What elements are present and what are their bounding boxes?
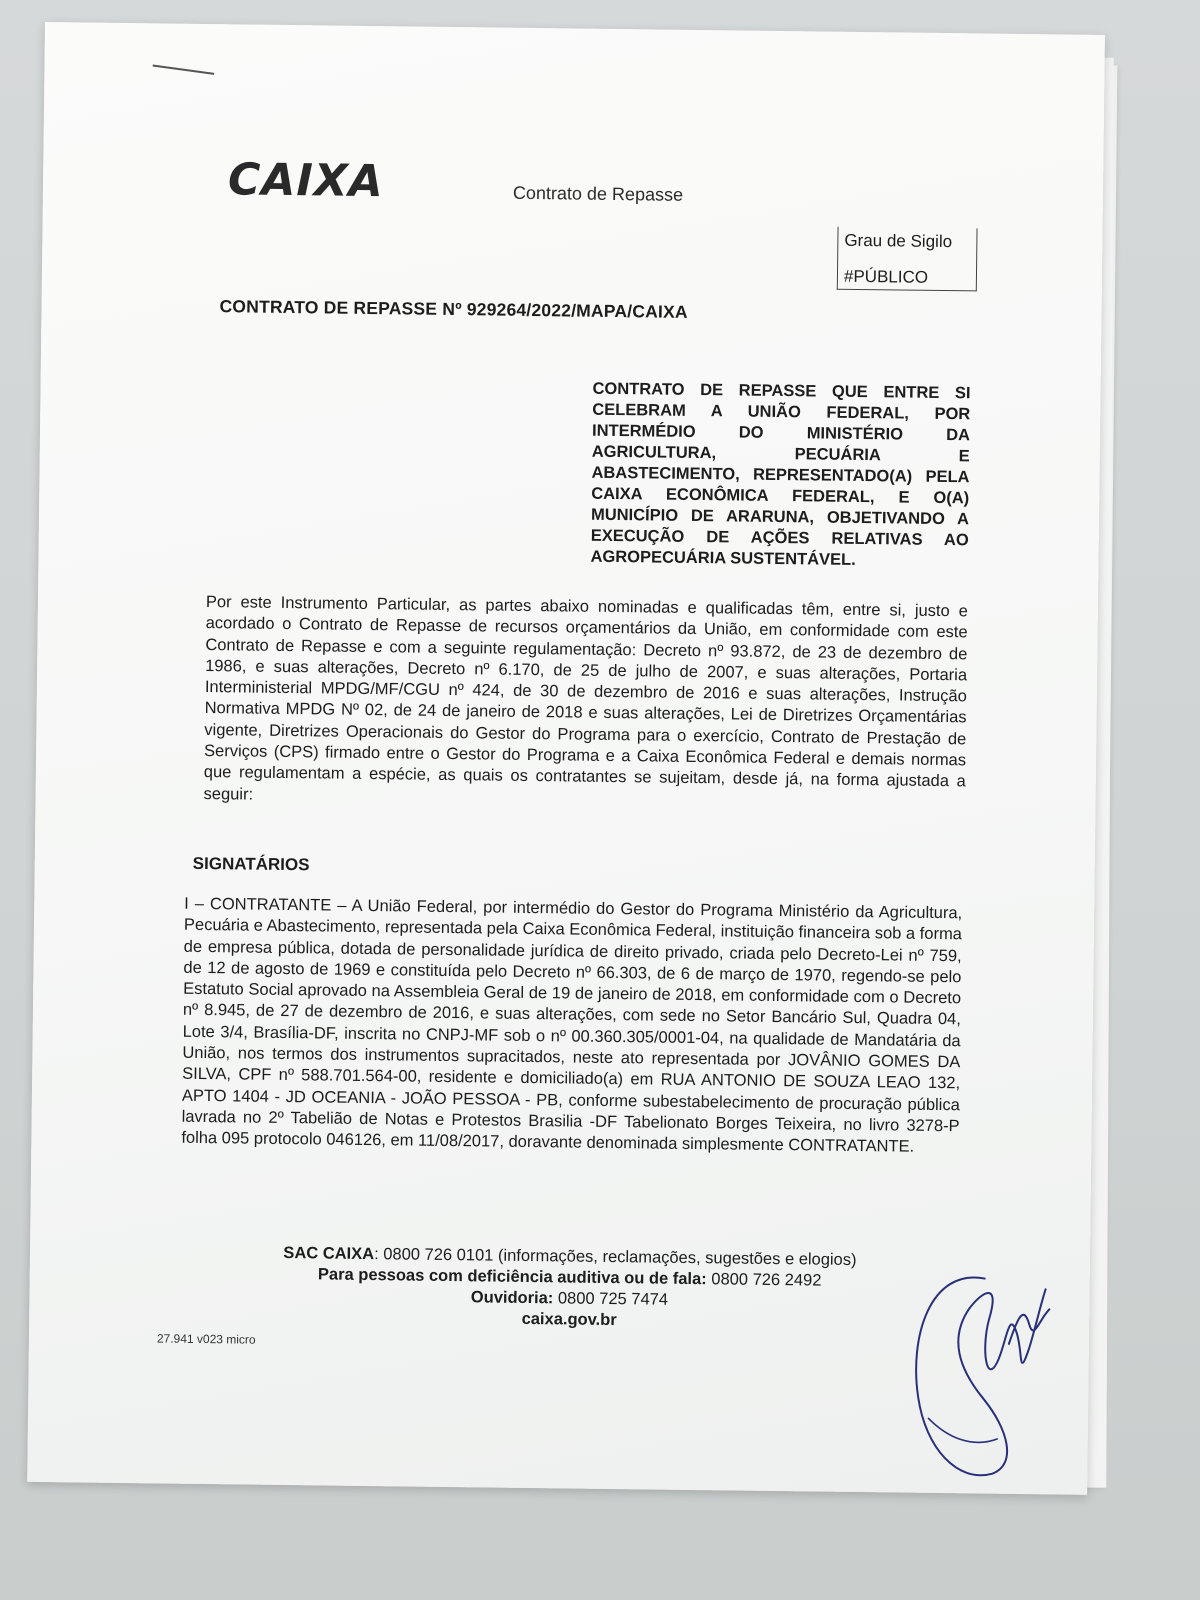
- confidentiality-value: #PÚBLICO: [843, 266, 929, 287]
- ombudsman-text: 0800 725 7474: [553, 1289, 669, 1309]
- contratante-paragraph: I – CONTRATANTE – A União Federal, por intermédio do Gestor do Programa Ministério da Agricultura, Pecuária e Abastecimento, representada pela Caixa Econômica Federal, instituição financeira sob a forma de empresa pública, dotada de personalidade jurídica de direito privado, criada pelo Decreto-Lei nº 759, de 12 de agosto de 1969 e constituída pelo Decreto nº 66.303, de 6 de março de 1970, regendo-se pelo Estatuto Social aprovado na Assembleia Geral de 19 de janeiro de 2018, em conformidade com o Decreto nº 8.945, de 27 de dezembro de 2016, e suas alterações, com sede no Setor Bancário Sul, Quadra 04, Lote 3/4, Brasília-DF, inscrita no CNPJ-MF sob o nº 00.360.305/0001-04, na qualidade de Mandatária da União, nos termos dos instrumentos supracitados, neste ato representada por JOVÂNIO GOMES DA SILVA, CPF nº 588.701.564-00, residente e domiciliado(a) em RUA ANTONIO DE SOUZA LEAO 132, APTO 1404 - JD OCEANIA - JOÃO PESSOA - PB, conforme subestabelecimento de procuração pública lavrada no 2º Tabelião de Notas e Protestos Brasilia -DF Tabelionato Borges Teixeira, no livro 3278-P folha 095 protocolo 046126, em 11/08/2017, doravante denominada simplesmente CONTRATANTE.: [181, 894, 963, 1156]
- intro-paragraph: Por este Instrumento Particular, as partes abaixo nominadas e qualificadas têm, entre si, justo e acordado o Contrato de Repasse de recursos orçamentários da União, em conformidade com este Contrato de Repasse e com a seguinte regulamentação: Decreto nº 93.872, de 23 de dezembro de 1986, e suas alterações, Decreto nº 6.170, de 25 de julho de 2007, e suas alterações, Portaria Interministerial MPDG/MF/CGU nº 424, de 30 de dezembro de 2016 e suas alterações, Instrução Normativa MPDG Nº 02, de 24 de janeiro de 2018 e suas alterações, Lei de Diretrizes Orçamentárias vigente, Diretrizes Operacionais do Gestor do Programa para o exercício, Contrato de Prestação de Serviços (CPS) firmado entre o Gestor do Programa e a Caixa Econômica Federal e demais normas que regulamentam a espécie, as quais os contratantes se sujeitam, desde já, na forma ajustada a seguir:: [203, 593, 968, 804]
- document-page: [27, 22, 1105, 1495]
- deaf-label: Para pessoas com deficiência auditiva ou de fala:: [317, 1265, 707, 1289]
- sac-text: : 0800 726 0101 (informações, reclamações, sugestões e elogios): [374, 1245, 857, 1270]
- sac-label: SAC CAIXA: [283, 1244, 375, 1264]
- section-heading: SIGNATÁRIOS: [192, 853, 310, 875]
- caixa-logo: CAIXA: [227, 154, 385, 208]
- handwritten-signature: [887, 1247, 1060, 1499]
- ombudsman-label: Ouvidoria:: [470, 1288, 554, 1308]
- contract-number: CONTRATO DE REPASSE Nº 929264/2022/MAPA/CAIXA: [219, 296, 688, 322]
- confidentiality-label: Grau de Sigilo: [844, 230, 953, 252]
- document-type: Contrato de Repasse: [512, 182, 684, 205]
- staple-mark: [153, 65, 215, 75]
- deaf-text: 0800 726 2492: [706, 1270, 822, 1290]
- confidentiality-box: [837, 227, 978, 292]
- form-code: 27.941 v023 micro: [156, 1331, 256, 1347]
- website-link: caixa.gov.br: [521, 1309, 617, 1330]
- contract-summary: CONTRATO DE REPASSE QUE ENTRE SI CELEBRAM A UNIÃO FEDERAL, POR INTERMÉDIO DO MINISTÉRIO DA AGRICULTURA, PECUÁRIA E ABASTECIMENTO, REPRESENTADO(A) PELA CAIXA ECONÔMICA FEDERAL, E O(A) MUNICÍPIO DE ARARUNA, OBJETIVANDO A EXECUÇÃO DE AÇÕES RELATIVAS AO AGROPECUÁRIA SUSTENTÁVEL.: [590, 379, 971, 569]
- footer: [179, 1242, 960, 1336]
